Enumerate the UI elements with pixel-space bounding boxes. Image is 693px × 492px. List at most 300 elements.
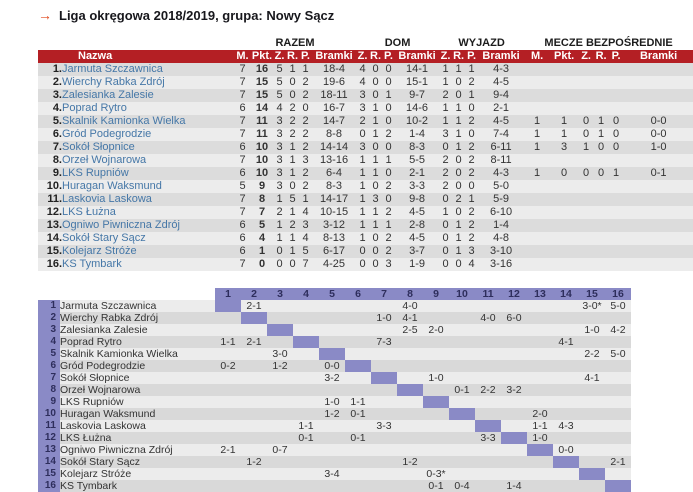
header-mb-m: M. — [524, 50, 550, 63]
team-name-cell — [62, 102, 234, 115]
header-wyjazd-p: P. — [465, 50, 478, 63]
group-header-spacer — [38, 36, 234, 50]
stat-h2h-goals — [624, 219, 693, 232]
crosstable-result-cell: 2-1 — [241, 336, 267, 348]
row-position: 16. — [38, 258, 62, 271]
crosstable-result-cell — [527, 312, 553, 324]
crosstable-row-number: 3 — [38, 324, 60, 336]
crosstable-result-cell: 0-1 — [345, 408, 371, 420]
stat-away-goals: 1-4 — [478, 219, 524, 232]
crosstable-column-number: 10 — [449, 288, 475, 300]
stat-home-wins: 3 — [356, 102, 369, 115]
stat-away-goals: 4-3 — [478, 63, 524, 76]
crosstable-result-cell — [501, 336, 527, 348]
crosstable-result-cell — [345, 324, 371, 336]
stat-away-goals: 4-5 — [478, 76, 524, 89]
crosstable-row-number: 5 — [38, 348, 60, 360]
stat-h2h-losses — [608, 89, 624, 102]
crosstable-result-cell — [293, 300, 319, 312]
crosstable-result-cell — [319, 384, 345, 396]
crosstable-result-cell: 2-5 — [397, 324, 423, 336]
crosstable-result-cell — [527, 396, 553, 408]
crosstable-column-number: 7 — [371, 288, 397, 300]
row-position: 7. — [38, 141, 62, 154]
crosstable-result-cell — [501, 360, 527, 372]
crosstable-result-cell — [293, 360, 319, 372]
standings-head — [38, 36, 693, 63]
stat-away-losses: 4 — [465, 258, 478, 271]
crosstable-result-cell — [345, 456, 371, 468]
stat-matches: 6 — [234, 141, 251, 154]
stat-draws: 1 — [286, 206, 299, 219]
team-link[interactable]: LKS Łużna — [62, 206, 116, 218]
crosstable-column-number: 8 — [397, 288, 423, 300]
crosstable-result-cell — [605, 408, 631, 420]
stat-wins: 3 — [273, 128, 286, 141]
crosstable-result-cell — [449, 348, 475, 360]
crosstable-result-cell — [553, 432, 579, 444]
team-name-cell — [62, 89, 234, 102]
team-link[interactable]: Sokół Słopnice — [62, 141, 135, 153]
stat-away-losses: 0 — [465, 180, 478, 193]
crosstable-result-cell — [215, 324, 241, 336]
stat-home-wins: 3 — [356, 89, 369, 102]
stat-matches: 6 — [234, 232, 251, 245]
crosstable-result-cell: 4-1 — [397, 312, 423, 324]
crosstable-diagonal-cell — [241, 312, 267, 324]
crosstable-result-cell — [579, 360, 605, 372]
crosstable-result-cell — [527, 336, 553, 348]
crosstable-row-number: 12 — [38, 432, 60, 444]
crosstable-diagonal-cell — [527, 444, 553, 456]
stat-home-goals: 9-8 — [395, 193, 439, 206]
standings-row — [38, 232, 693, 245]
crosstable-result-cell: 4-3 — [553, 420, 579, 432]
crosstable-diagonal-cell — [267, 324, 293, 336]
team-link[interactable]: Orzeł Wojnarowa — [62, 154, 147, 166]
crosstable-row — [38, 396, 631, 408]
team-link[interactable]: Gród Podegrodzie — [62, 128, 152, 140]
crosstable-result-cell — [527, 372, 553, 384]
crosstable-result-cell — [371, 384, 397, 396]
crosstable-result-cell — [215, 420, 241, 432]
stat-h2h-wins — [578, 206, 594, 219]
stat-matches: 6 — [234, 167, 251, 180]
header-dom-r: R. — [370, 50, 382, 62]
row-position: 13. — [38, 219, 62, 232]
team-link[interactable]: Kolejarz Stróże — [62, 245, 137, 257]
crosstable-result-cell: 2-2 — [475, 384, 501, 396]
group-header-mecze: MECZE BEZPOŚREDNIE — [524, 36, 693, 50]
header-wyjazd-r: R. — [453, 50, 465, 62]
standings-row — [38, 141, 693, 154]
stat-matches: 7 — [234, 115, 251, 128]
stat-home-draws: 0 — [369, 63, 382, 76]
stat-points: 0 — [251, 258, 273, 271]
stat-away-goals: 3-10 — [478, 245, 524, 258]
stat-goals: 6-4 — [312, 167, 356, 180]
stat-h2h-points — [550, 219, 578, 232]
stat-goals: 16-7 — [312, 102, 356, 115]
header-pos — [38, 50, 62, 63]
crosstable-body — [38, 300, 631, 492]
crosstable-result-cell: 7-3 — [371, 336, 397, 348]
crosstable-row-number: 6 — [38, 360, 60, 372]
stat-home-draws: 0 — [369, 89, 382, 102]
stat-h2h-points — [550, 63, 578, 76]
header-bramki: Bramki — [312, 50, 356, 63]
crosstable-result-cell — [605, 384, 631, 396]
stat-h2h-points — [550, 180, 578, 193]
stat-away-wins: 2 — [439, 154, 452, 167]
team-name-cell — [62, 167, 234, 180]
crosstable-result-cell — [241, 420, 267, 432]
standings-row — [38, 245, 693, 258]
team-name-cell — [62, 76, 234, 89]
stat-home-draws: 0 — [369, 232, 382, 245]
crosstable-result-cell — [319, 336, 345, 348]
stat-home-losses: 1 — [382, 89, 395, 102]
stat-away-wins: 3 — [439, 128, 452, 141]
stat-home-wins: 4 — [356, 63, 369, 76]
stat-h2h-wins: 0 — [578, 128, 594, 141]
crosstable-result-cell — [319, 300, 345, 312]
crosstable-result-cell — [579, 408, 605, 420]
stat-away-wins: 1 — [439, 102, 452, 115]
crosstable-result-cell — [475, 456, 501, 468]
crosstable-result-cell — [527, 468, 553, 480]
stat-home-goals: 3-7 — [395, 245, 439, 258]
stat-h2h-wins — [578, 154, 594, 167]
crosstable-column-number: 15 — [579, 288, 605, 300]
team-link[interactable]: Zalesianka Zalesie — [62, 89, 154, 101]
crosstable-result-cell: 2-0 — [527, 408, 553, 420]
row-position: 2. — [38, 76, 62, 89]
crosstable-result-cell — [553, 384, 579, 396]
stat-h2h-points — [550, 258, 578, 271]
stat-home-goals: 14-6 — [395, 102, 439, 115]
crosstable-row — [38, 324, 631, 336]
stat-h2h-matches — [524, 102, 550, 115]
crosstable-result-cell — [527, 324, 553, 336]
crosstable-result-cell — [397, 396, 423, 408]
crosstable-row-number: 8 — [38, 384, 60, 396]
stat-wins: 3 — [273, 167, 286, 180]
crosstable-result-cell: 0-1 — [449, 384, 475, 396]
stat-away-wins: 0 — [439, 258, 452, 271]
team-name-cell — [62, 232, 234, 245]
crosstable-result-cell — [475, 336, 501, 348]
stat-h2h-points — [550, 89, 578, 102]
stat-away-goals: 8-11 — [478, 154, 524, 167]
crosstable-row-number: 11 — [38, 420, 60, 432]
stat-h2h-draws — [594, 193, 608, 206]
stat-h2h-wins — [578, 193, 594, 206]
crosstable-diagonal-cell — [345, 360, 371, 372]
crosstable-result-cell: 4-1 — [553, 336, 579, 348]
stat-home-goals: 10-2 — [395, 115, 439, 128]
crosstable-result-cell: 1-2 — [397, 456, 423, 468]
stat-h2h-losses — [608, 193, 624, 206]
crosstable-row-number: 14 — [38, 456, 60, 468]
league-title-text: Liga okręgowa 2018/2019, grupa: Nowy Sącz — [59, 8, 335, 23]
crosstable-result-cell: 2-1 — [215, 444, 241, 456]
crosstable-result-cell — [397, 372, 423, 384]
crosstable-column-number: 9 — [423, 288, 449, 300]
team-link[interactable]: KS Tymbark — [62, 258, 122, 270]
stat-matches: 6 — [234, 245, 251, 258]
crosstable-result-cell — [579, 384, 605, 396]
stat-home-wins: 1 — [356, 180, 369, 193]
crosstable-diagonal-cell — [579, 468, 605, 480]
stat-h2h-losses — [608, 245, 624, 258]
stat-away-losses: 1 — [465, 89, 478, 102]
standings-row — [38, 76, 693, 89]
crosstable-result-cell: 0-3* — [423, 468, 449, 480]
crosstable-result-cell: 3-2 — [319, 372, 345, 384]
crosstable-result-cell — [501, 348, 527, 360]
crosstable-result-cell: 3-4 — [319, 468, 345, 480]
crosstable-result-cell — [449, 456, 475, 468]
stat-h2h-matches — [524, 232, 550, 245]
stat-away-losses: 1 — [465, 63, 478, 76]
stat-h2h-losses: 1 — [608, 167, 624, 180]
stat-points: 5 — [251, 219, 273, 232]
crosstable-result-cell: 0-2 — [215, 360, 241, 372]
crosstable-result-cell — [293, 384, 319, 396]
header-nazwa: Nazwa — [62, 50, 234, 63]
stat-home-wins: 1 — [356, 206, 369, 219]
crosstable-row — [38, 360, 631, 372]
crosstable-result-cell: 4-0 — [397, 300, 423, 312]
team-link[interactable]: Ogniwo Piwniczna Zdrój — [62, 219, 180, 231]
crosstable-diagonal-cell — [215, 300, 241, 312]
crosstable-result-cell — [267, 396, 293, 408]
crosstable-result-cell — [267, 312, 293, 324]
crosstable-result-cell — [319, 432, 345, 444]
row-position: 3. — [38, 89, 62, 102]
stat-h2h-wins — [578, 63, 594, 76]
stat-goals: 14-7 — [312, 115, 356, 128]
crosstable-result-cell — [241, 324, 267, 336]
stat-h2h-points — [550, 102, 578, 115]
crosstable-result-cell — [345, 348, 371, 360]
crosstable-result-cell — [579, 312, 605, 324]
team-link[interactable]: Wierchy Rabka Zdrój — [62, 76, 165, 88]
team-link[interactable]: Poprad Rytro — [62, 102, 127, 114]
stat-h2h-matches — [524, 89, 550, 102]
team-link[interactable]: Sokół Stary Sącz — [62, 232, 146, 244]
stat-h2h-wins — [578, 180, 594, 193]
stat-home-losses: 0 — [382, 63, 395, 76]
crosstable-column-number: 13 — [527, 288, 553, 300]
crosstable-result-cell — [267, 480, 293, 492]
stat-matches: 7 — [234, 154, 251, 167]
stat-away-goals: 6-10 — [478, 206, 524, 219]
stat-home-wins: 1 — [356, 167, 369, 180]
stat-home-wins: 4 — [356, 76, 369, 89]
crosstable-result-cell — [605, 420, 631, 432]
crosstable-result-cell — [605, 312, 631, 324]
crosstable-diagonal-cell — [293, 336, 319, 348]
stat-h2h-goals: 0-0 — [624, 115, 693, 128]
stat-h2h-draws — [594, 232, 608, 245]
stat-h2h-losses: 0 — [608, 141, 624, 154]
stat-away-losses: 1 — [465, 193, 478, 206]
stat-h2h-matches — [524, 180, 550, 193]
crosstable-result-cell — [449, 312, 475, 324]
crosstable-result-cell — [449, 432, 475, 444]
team-name-cell — [62, 206, 234, 219]
crosstable-result-cell — [215, 348, 241, 360]
stat-h2h-points: 1 — [550, 128, 578, 141]
crosstable-head — [38, 288, 631, 300]
stat-points: 1 — [251, 245, 273, 258]
stat-h2h-wins — [578, 258, 594, 271]
crosstable-result-cell — [319, 456, 345, 468]
stat-home-draws: 1 — [369, 219, 382, 232]
header-m: M. — [234, 50, 251, 63]
stat-h2h-matches — [524, 193, 550, 206]
crosstable-result-cell — [241, 384, 267, 396]
header-r: R. — [287, 50, 298, 62]
crosstable-result-cell — [423, 300, 449, 312]
crosstable-result-cell — [267, 420, 293, 432]
crosstable-result-cell — [319, 420, 345, 432]
stat-home-wins: 0 — [356, 258, 369, 271]
crosstable-result-cell — [553, 396, 579, 408]
crosstable-row — [38, 444, 631, 456]
crosstable-result-cell — [527, 348, 553, 360]
stat-draws: 2 — [286, 115, 299, 128]
standings-row — [38, 154, 693, 167]
crosstable-result-cell: 1-0 — [527, 432, 553, 444]
arrow-icon: → — [38, 7, 52, 23]
stat-h2h-points: 0 — [550, 167, 578, 180]
crosstable-result-cell: 1-4 — [501, 480, 527, 492]
header-pkt: Pkt. — [251, 50, 273, 62]
stat-home-losses: 2 — [382, 180, 395, 193]
crosstable-result-cell — [293, 444, 319, 456]
crosstable-result-cell — [605, 396, 631, 408]
stat-h2h-losses — [608, 180, 624, 193]
stat-h2h-wins: 0 — [578, 115, 594, 128]
stat-home-losses: 1 — [382, 219, 395, 232]
crosstable-result-cell — [371, 432, 397, 444]
stat-goals: 14-17 — [312, 193, 356, 206]
crosstable-result-cell — [293, 468, 319, 480]
crosstable-result-cell — [397, 480, 423, 492]
crosstable-result-cell — [397, 348, 423, 360]
crosstable-result-cell — [423, 432, 449, 444]
crosstable-result-cell: 3-2 — [501, 384, 527, 396]
crosstable-result-cell: 2-0 — [423, 324, 449, 336]
crosstable-result-cell — [501, 408, 527, 420]
stat-home-wins: 1 — [356, 193, 369, 206]
crosstable-team-name: Jarmuta Szczawnica — [60, 300, 215, 312]
stat-h2h-points — [550, 154, 578, 167]
crosstable-result-cell: 0-0 — [319, 360, 345, 372]
stat-home-wins: 3 — [356, 141, 369, 154]
stat-away-goals: 2-1 — [478, 102, 524, 115]
row-position: 14. — [38, 232, 62, 245]
team-link[interactable]: Laskovia Laskowa — [62, 193, 152, 205]
header-dom-bramki: Bramki — [395, 50, 439, 63]
crosstable-result-cell — [475, 480, 501, 492]
team-link[interactable]: Jarmuta Szczawnica — [62, 63, 163, 75]
row-position: 4. — [38, 102, 62, 115]
stat-home-losses: 0 — [382, 141, 395, 154]
stat-away-draws: 2 — [452, 193, 465, 206]
stat-h2h-matches: 1 — [524, 115, 550, 128]
crosstable-result-cell — [475, 348, 501, 360]
crosstable-result-cell: 2-2 — [579, 348, 605, 360]
header-mb-z: Z. — [578, 50, 594, 63]
stat-h2h-draws: 0 — [594, 141, 608, 154]
team-link[interactable]: Skalnik Kamionka Wielka — [62, 115, 186, 127]
crosstable-column-number: 4 — [293, 288, 319, 300]
stat-matches: 5 — [234, 180, 251, 193]
team-link[interactable]: Huragan Waksmund — [62, 180, 162, 192]
stat-points: 14 — [251, 102, 273, 115]
stat-home-draws: 1 — [369, 154, 382, 167]
crosstable-column-number: 12 — [501, 288, 527, 300]
crosstable-result-cell — [423, 408, 449, 420]
crosstable-result-cell — [293, 312, 319, 324]
stat-h2h-draws — [594, 63, 608, 76]
stat-h2h-matches: 1 — [524, 167, 550, 180]
crosstable-result-cell: 1-1 — [293, 420, 319, 432]
crosstable-result-cell — [293, 408, 319, 420]
stat-home-wins: 1 — [356, 154, 369, 167]
crosstable-diagonal-cell — [319, 348, 345, 360]
row-position: 12. — [38, 206, 62, 219]
team-link[interactable]: LKS Rupniów — [62, 167, 129, 179]
crosstable-result-cell — [579, 432, 605, 444]
stat-home-goals: 5-5 — [395, 154, 439, 167]
crosstable-result-cell — [371, 300, 397, 312]
crosstable-result-cell — [241, 408, 267, 420]
stat-matches: 7 — [234, 128, 251, 141]
stat-matches: 6 — [234, 102, 251, 115]
stat-home-losses: 0 — [382, 102, 395, 115]
crosstable-column-number: 16 — [605, 288, 631, 300]
crosstable-result-cell — [267, 384, 293, 396]
stat-h2h-goals — [624, 232, 693, 245]
crosstable-result-cell: 1-2 — [267, 360, 293, 372]
stat-draws: 1 — [286, 245, 299, 258]
crosstable-team-name: Wierchy Rabka Zdrój — [60, 312, 215, 324]
crosstable-row — [38, 300, 631, 312]
crosstable-result-cell — [449, 420, 475, 432]
stat-home-goals: 9-7 — [395, 89, 439, 102]
stat-home-wins: 0 — [356, 245, 369, 258]
stat-wins: 0 — [273, 245, 286, 258]
crosstable-result-cell — [423, 420, 449, 432]
stat-away-losses: 2 — [465, 141, 478, 154]
crosstable-team-name: Ogniwo Piwniczna Zdrój — [60, 444, 215, 456]
stat-home-losses: 2 — [382, 245, 395, 258]
stat-away-goals: 5-0 — [478, 180, 524, 193]
stat-h2h-draws — [594, 89, 608, 102]
crosstable-result-cell — [527, 456, 553, 468]
stat-home-goals: 14-1 — [395, 63, 439, 76]
stat-h2h-goals — [624, 102, 693, 115]
stat-draws: 2 — [286, 102, 299, 115]
crosstable-result-cell: 3-3 — [371, 420, 397, 432]
crosstable-row-number: 2 — [38, 312, 60, 324]
stat-draws: 2 — [286, 128, 299, 141]
